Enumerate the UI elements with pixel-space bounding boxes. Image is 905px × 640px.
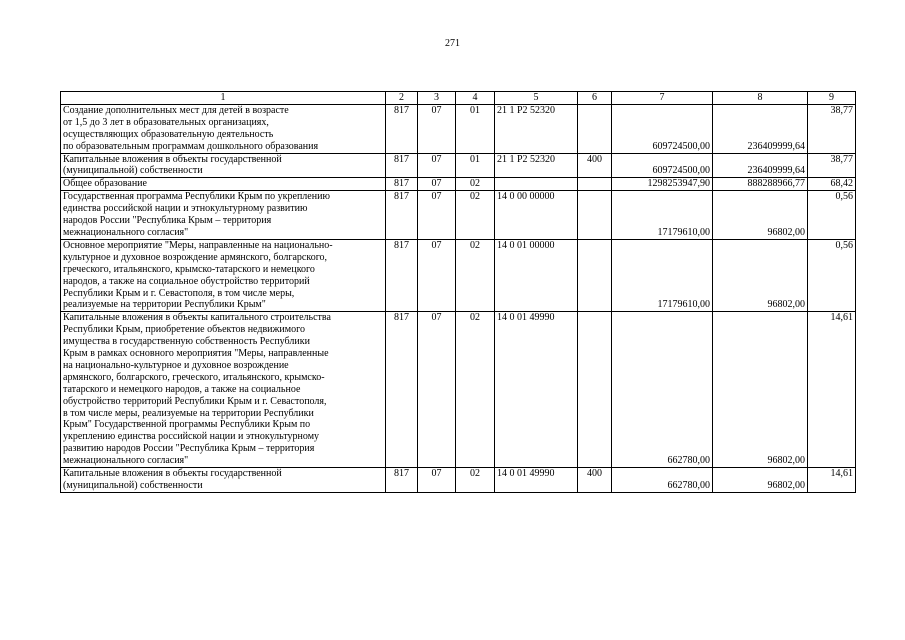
cell-type <box>578 104 612 153</box>
cell-target: 14 0 01 49990 <box>495 468 578 493</box>
cell-subsection: 01 <box>456 153 495 178</box>
cell-code: 817 <box>386 191 418 240</box>
cell-percent: 0,56 <box>808 191 856 240</box>
cell-planned: 17179610,00 <box>612 239 713 311</box>
cell-section: 07 <box>418 191 456 240</box>
cell-actual: 236409999,64 <box>713 104 808 153</box>
cell-planned: 609724500,00 <box>612 153 713 178</box>
table-row <box>61 178 856 191</box>
cell-subsection: 01 <box>456 104 495 153</box>
cell-target: 14 0 01 00000 <box>495 239 578 311</box>
cell-subsection: 02 <box>456 312 495 468</box>
column-header: 3 <box>418 92 456 105</box>
table-row <box>61 239 856 311</box>
cell-target: 14 0 01 49990 <box>495 312 578 468</box>
cell-planned: 17179610,00 <box>612 191 713 240</box>
cell-code: 817 <box>386 153 418 178</box>
cell-target <box>495 178 578 191</box>
cell-target: 21 1 P2 52320 <box>495 153 578 178</box>
row-name: Капитальные вложения в объекты капитального строительства Республики Крым, приобретение объектов недвижимого имущества в государственную собственность Республики Крым в рамках основного мероприятия "Меры, направленные на национально-культурное и духовное возрождение армянского, болгарского, греческого, итальянского, крымско- татарского и немецкого народов, а также на социальное обустройство территорий Республики Крым и г. Севастополя, в том числе меры, реализуемые на территории Республики Крым" Государственной программы Республики Крым по укреплению единства российской нации и этнокультурному развитию народов России "Республика Крым – территория межнационального согласия" <box>61 312 386 468</box>
page-number: 271 <box>445 38 460 49</box>
column-header: 4 <box>456 92 495 105</box>
column-header: 1 <box>61 92 386 105</box>
cell-target: 14 0 00 00000 <box>495 191 578 240</box>
cell-percent: 68,42 <box>808 178 856 191</box>
cell-type: 400 <box>578 153 612 178</box>
cell-planned: 609724500,00 <box>612 104 713 153</box>
cell-planned: 662780,00 <box>612 468 713 493</box>
cell-code: 817 <box>386 239 418 311</box>
row-name: Основное мероприятие "Меры, направленные на национально- культурное и духовное возрождение армянского, болгарского, греческого, итальянского, крымско-татарского и немецкого народов, а также на социальное обустройство территорий Республики Крым и г. Севастополя, в том числе меры, реализуемые на территории Республики Крым" <box>61 239 386 311</box>
cell-subsection: 02 <box>456 468 495 493</box>
column-header: 6 <box>578 92 612 105</box>
row-name: Государственная программа Республики Крым по укреплению единства российской нации и этнокультурному развитию народов России "Республика Крым – территория межнационального согласия" <box>61 191 386 240</box>
cell-type: 400 <box>578 468 612 493</box>
row-name: Капитальные вложения в объекты государственной (муниципальной) собственности <box>61 468 386 493</box>
column-header: 5 <box>495 92 578 105</box>
cell-actual: 888288966,77 <box>713 178 808 191</box>
cell-actual: 96802,00 <box>713 191 808 240</box>
budget-table <box>60 91 856 493</box>
cell-section: 07 <box>418 312 456 468</box>
cell-percent: 38,77 <box>808 104 856 153</box>
cell-percent: 38,77 <box>808 153 856 178</box>
table-row <box>61 312 856 468</box>
cell-code: 817 <box>386 104 418 153</box>
cell-subsection: 02 <box>456 178 495 191</box>
column-header: 7 <box>612 92 713 105</box>
cell-planned: 1298253947,90 <box>612 178 713 191</box>
row-name: Капитальные вложения в объекты государственной (муниципальной) собственности <box>61 153 386 178</box>
table-row <box>61 191 856 240</box>
cell-percent: 0,56 <box>808 239 856 311</box>
cell-type <box>578 178 612 191</box>
table-row <box>61 104 856 153</box>
table-row <box>61 468 856 493</box>
cell-subsection: 02 <box>456 191 495 240</box>
cell-planned: 662780,00 <box>612 312 713 468</box>
cell-section: 07 <box>418 178 456 191</box>
column-header: 8 <box>713 92 808 105</box>
cell-subsection: 02 <box>456 239 495 311</box>
table-row <box>61 153 856 178</box>
cell-section: 07 <box>418 104 456 153</box>
cell-actual: 236409999,64 <box>713 153 808 178</box>
cell-actual: 96802,00 <box>713 312 808 468</box>
cell-type <box>578 239 612 311</box>
cell-code: 817 <box>386 468 418 493</box>
cell-percent: 14,61 <box>808 312 856 468</box>
cell-percent: 14,61 <box>808 468 856 493</box>
cell-code: 817 <box>386 178 418 191</box>
cell-section: 07 <box>418 239 456 311</box>
column-header: 2 <box>386 92 418 105</box>
column-header: 9 <box>808 92 856 105</box>
cell-type <box>578 191 612 240</box>
row-name: Общее образование <box>61 178 386 191</box>
header-row <box>61 92 856 105</box>
cell-actual: 96802,00 <box>713 468 808 493</box>
cell-section: 07 <box>418 153 456 178</box>
cell-code: 817 <box>386 312 418 468</box>
row-name: Создание дополнительных мест для детей в возрасте от 1,5 до 3 лет в образовательных организациях, осуществляющих образовательную деятельность по образовательным программам дошкольного образования <box>61 104 386 153</box>
cell-actual: 96802,00 <box>713 239 808 311</box>
cell-type <box>578 312 612 468</box>
cell-target: 21 1 P2 52320 <box>495 104 578 153</box>
cell-section: 07 <box>418 468 456 493</box>
